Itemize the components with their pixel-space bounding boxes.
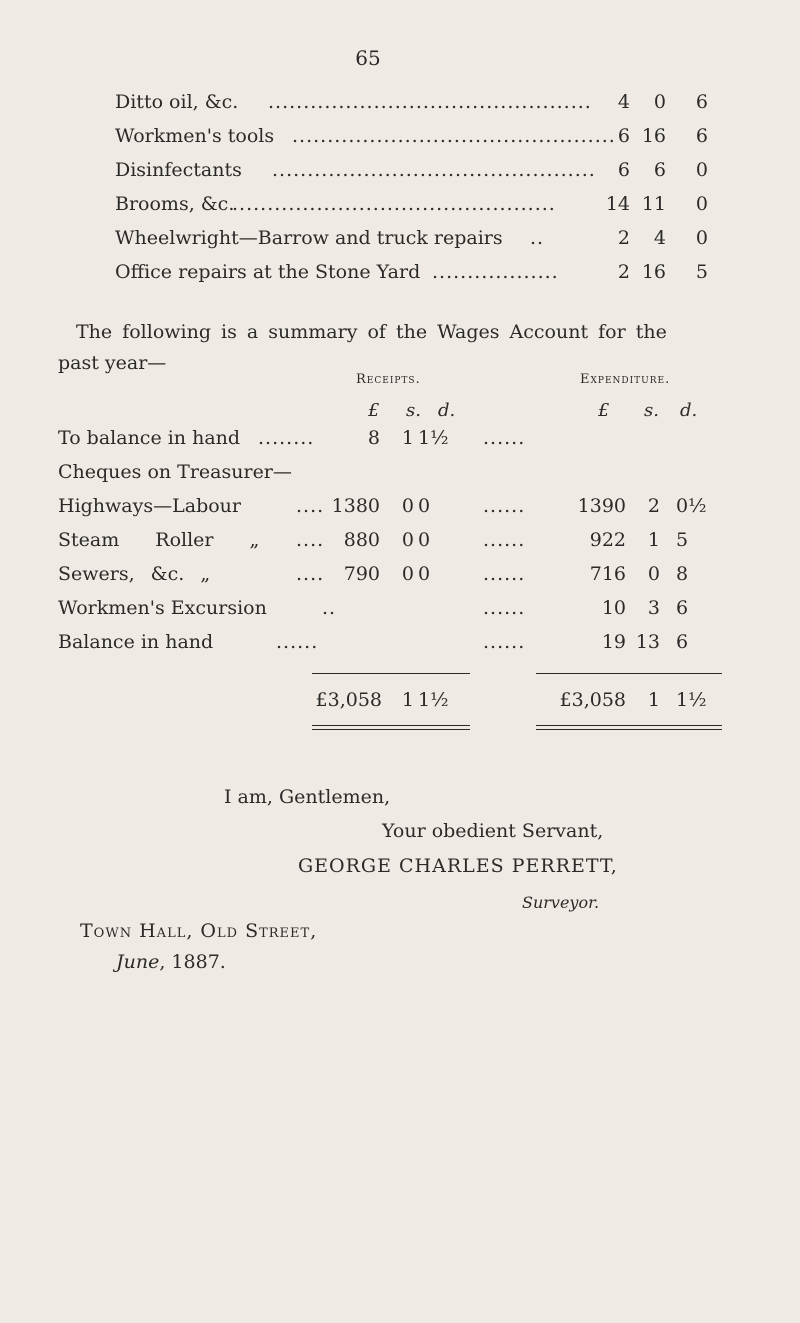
item-pence: 5: [695, 261, 708, 283]
expenditure-pence: 0½: [676, 495, 707, 517]
expenditure-shillings: 0: [647, 563, 660, 585]
item-label: Brooms, &c.: [115, 193, 235, 215]
expenditure-pounds: 1390: [577, 495, 626, 517]
item-shillings: 4: [653, 227, 666, 249]
wage-label: Workmen's Excursion: [58, 597, 267, 619]
expenditure-shillings: 13: [635, 631, 660, 653]
expenditure-pence: 8: [676, 563, 689, 585]
expenditure-total-rule: [536, 673, 722, 674]
list-item: Office repairs at the Stone Yard .................. 2 16 5: [115, 261, 708, 283]
totals-row: [0, 689, 800, 717]
expenditure-pence-header: d.: [680, 400, 698, 421]
item-shillings: 16: [641, 261, 666, 283]
receipts-shilling-header: s.: [406, 400, 421, 421]
expenditure-pounds: 10: [601, 597, 626, 619]
expenditure-shilling-header: s.: [644, 400, 659, 421]
table-row: Steam Roller „ .... 880 0 0 ...... 922 1 5: [0, 529, 800, 557]
receipt-pounds: 880: [343, 529, 380, 551]
item-pence: 6: [695, 91, 708, 113]
expenditure-pound-header: £: [598, 400, 610, 421]
table-row: Sewers, &c. „ .... 790 0 0 ...... 716 0 8: [0, 563, 800, 591]
item-pounds: 14: [605, 193, 630, 215]
receipts-total-rule: [312, 673, 470, 674]
expenditure-pence: 5: [676, 529, 689, 551]
item-pounds: 2: [617, 261, 630, 283]
item-pounds: 4: [617, 91, 630, 113]
receipt-pounds: 8: [367, 427, 380, 449]
expenditure-pounds: 716: [589, 563, 626, 585]
receipt-shillings: 0: [401, 529, 414, 551]
item-pence: 0: [695, 159, 708, 181]
item-shillings: 0: [653, 91, 666, 113]
list-item: Disinfectants .............................................. 6 6 0: [115, 159, 708, 181]
item-pounds: 6: [617, 159, 630, 181]
receipt-shillings: 0: [401, 563, 414, 585]
item-pence: 6: [695, 125, 708, 147]
item-pence: 0: [695, 227, 708, 249]
receipt-pounds: 790: [343, 563, 380, 585]
list-item: Brooms, &c. .............................................. 14 11 0: [115, 193, 708, 215]
closing-servant: Your obedient Servant,: [382, 820, 604, 842]
item-pence: 0: [695, 193, 708, 215]
receipts-double-rule: [312, 725, 470, 730]
wage-label: Balance in hand: [58, 631, 214, 653]
wage-label: To balance in hand: [58, 427, 241, 449]
signatory-title: Surveyor.: [522, 893, 600, 912]
signatory-name: GEORGE CHARLES PERRETT,: [298, 855, 618, 877]
page-number: 65: [355, 46, 381, 70]
expenditure-shillings: 3: [647, 597, 660, 619]
expenditure-pounds: 922: [589, 529, 626, 551]
receipt-pence: 0: [418, 563, 431, 585]
table-row: To balance in hand ........ 8 1 1½ ......: [58, 427, 526, 449]
item-shillings: 6: [653, 159, 666, 181]
receipts-total-shillings: 1: [401, 689, 414, 711]
item-shillings: 11: [641, 193, 666, 215]
date-year: , 1887.: [159, 951, 226, 973]
item-label: Wheelwright—Barrow and truck repairs: [115, 227, 503, 249]
date: [116, 951, 226, 973]
item-label: Office repairs at the Stone Yard: [115, 261, 421, 283]
expenditure-total-pounds: £3,058: [559, 689, 626, 711]
expenditure-pence: 6: [676, 597, 689, 619]
list-item: Wheelwright—Barrow and truck repairs .. 2 4 0: [115, 227, 708, 249]
receipt-pounds: 1380: [331, 495, 380, 517]
expenditure-shillings: 2: [647, 495, 660, 517]
expenditure-total-shillings: 1: [647, 689, 660, 711]
receipt-shillings: 0: [401, 495, 414, 517]
item-label: Disinfectants: [115, 159, 242, 181]
table-row: Highways—Labour .... 1380 0 0 ...... 1390 2 0½: [0, 495, 800, 523]
wage-label: Steam Roller „: [58, 529, 260, 551]
wage-label: Sewers, &c. „: [58, 563, 211, 585]
expenditure-pence: 6: [676, 631, 689, 653]
receipts-pence-header: d.: [438, 400, 456, 421]
item-label: Ditto oil, &c.: [115, 91, 239, 113]
expenditure-double-rule: [536, 725, 722, 730]
expenditure-total-pence: 1½: [676, 689, 707, 711]
receipt-pence: 0: [418, 495, 431, 517]
summary-intro-cont: past year—: [58, 352, 167, 374]
expenditure-pounds: 19: [601, 631, 626, 653]
address: Town Hall, Old Street,: [80, 920, 318, 942]
date-month: June: [116, 951, 160, 973]
table-row: [0, 461, 800, 489]
item-pounds: 2: [617, 227, 630, 249]
item-shillings: 16: [641, 125, 666, 147]
table-row: Balance in hand ...... ...... 19 13 6: [0, 631, 800, 659]
receipts-total-pounds: £3,058: [315, 689, 382, 711]
expenditure-shillings: 1: [647, 529, 660, 551]
expenditure-header: Expenditure.: [580, 372, 671, 387]
receipt-pence: 1½: [418, 427, 449, 449]
item-label: Workmen's tools: [115, 125, 275, 147]
list-item: Workmen's tools .............................................. 6 16 6: [115, 125, 708, 147]
list-item: Ditto oil, &c. .............................................. 4 0 6: [115, 91, 708, 113]
closing-salutation: I am, Gentlemen,: [224, 786, 391, 808]
receipt-shillings: 1: [401, 427, 414, 449]
receipts-total-pence: 1½: [418, 689, 449, 711]
table-row: Workmen's Excursion .. ...... 10 3 6: [0, 597, 800, 625]
receipt-pence: 0: [418, 529, 431, 551]
wage-label: Cheques on Treasurer—: [58, 461, 292, 483]
item-pounds: 6: [617, 125, 630, 147]
summary-intro: The following is a summary of the Wages Account for the: [76, 321, 667, 343]
receipts-header: Receipts.: [356, 372, 421, 387]
receipts-pound-header: £: [368, 400, 380, 421]
wage-label: Highways—Labour: [58, 495, 241, 517]
